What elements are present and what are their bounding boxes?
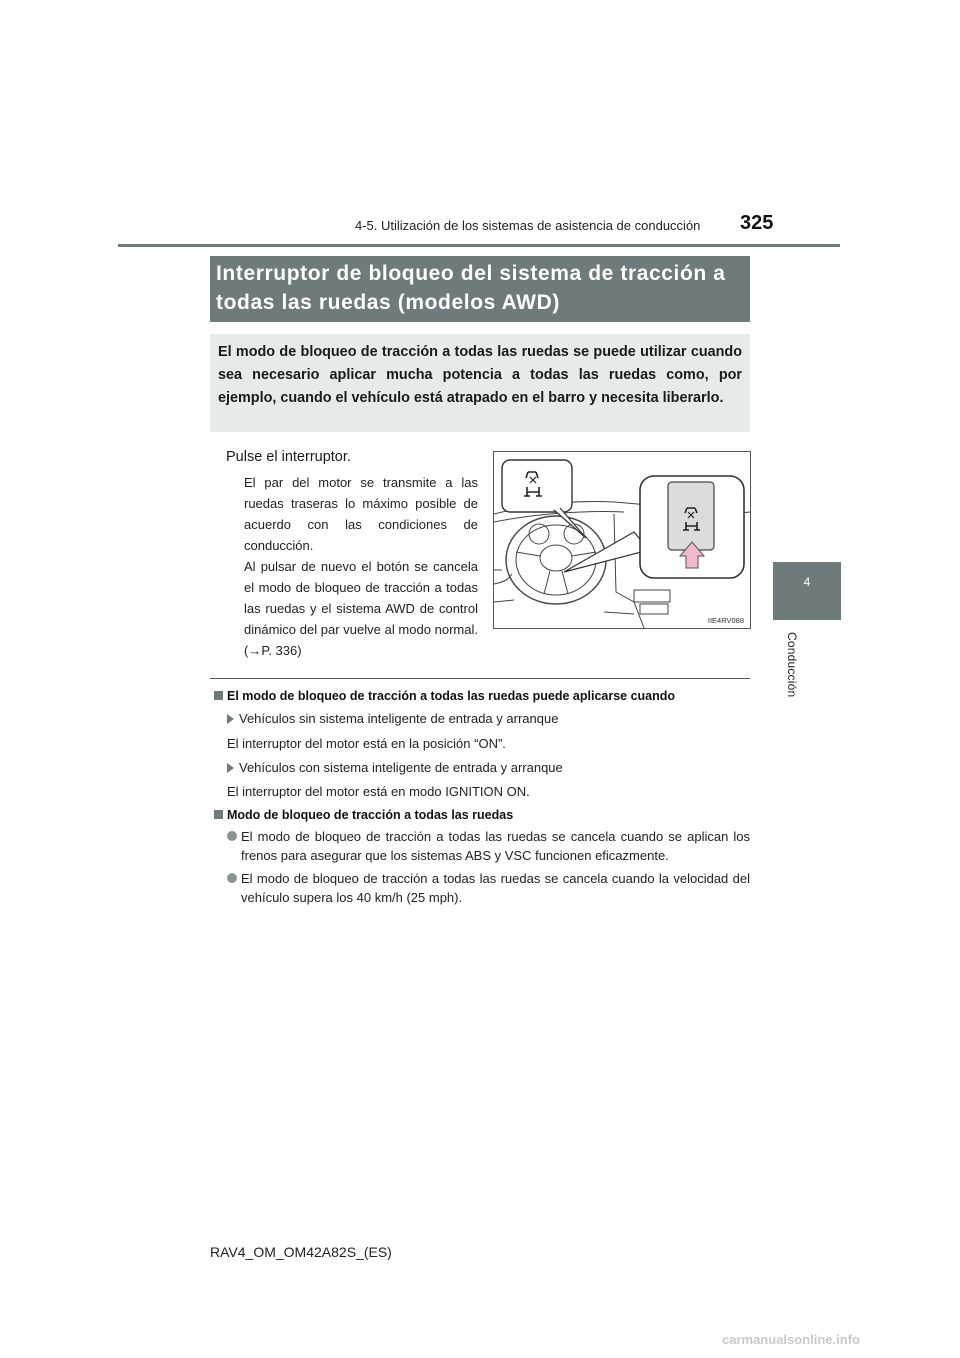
- chapter-label: Conducción: [785, 632, 799, 698]
- dashboard-drawing: [494, 452, 750, 628]
- section-title: 4-5. Utilización de los sistemas de asistencia de conducción: [355, 218, 701, 233]
- header-rule: [118, 244, 840, 247]
- chapter-number: 4: [803, 575, 811, 589]
- note-body-2: El interruptor del motor está en modo IGNITION ON.: [227, 784, 530, 799]
- circle-bullet-icon: [227, 873, 237, 883]
- note-heading-1: El modo de bloqueo de tracción a todas las ruedas puede aplicarse cuando: [214, 689, 675, 703]
- note-sub-2: Vehículos con sistema inteligente de entrada y arranque: [227, 760, 563, 775]
- note-sub-1: Vehículos sin sistema inteligente de entrada y arranque: [227, 711, 558, 726]
- page-title: Interruptor de bloqueo del sistema de tracción a todas las ruedas (modelos AWD): [216, 262, 726, 314]
- document-code: RAV4_OM_OM42A82S_(ES): [210, 1244, 392, 1260]
- note-bullet-1: El modo de bloqueo de tracción a todas las ruedas se cancela cuando se aplican los frenos para asegurar que los sistemas ABS y VSC funcionen eficazmente.: [227, 827, 750, 865]
- note-body-1: El interruptor del motor está en la posición “ON”.: [227, 736, 506, 751]
- dashboard-illustration: [493, 451, 751, 629]
- note-heading-2: Modo de bloqueo de tracción a todas las ruedas: [214, 808, 513, 822]
- triangle-bullet-icon: [227, 763, 234, 773]
- section-divider: [210, 678, 750, 679]
- intro-text: El modo de bloqueo de tracción a todas las ruedas se puede utilizar cuando sea necesario aplicar mucha potencia a todas las ruedas como, por ejemplo, cuando el vehículo está atrapado en el barro y necesita liberarlo.: [218, 344, 742, 406]
- triangle-bullet-icon: [227, 714, 234, 724]
- watermark: carmanualsonline.info: [722, 1332, 860, 1347]
- chapter-tab: [773, 562, 841, 620]
- note-bullet-2: El modo de bloqueo de tracción a todas las ruedas se cancela cuando la velocidad del vehículo supera los 40 km/h (25 mph).: [227, 869, 750, 907]
- step-paragraph-2: Al pulsar de nuevo el botón se cancela el modo de bloqueo de tracción a todas las ruedas y el sistema AWD de control dinámico del par vuelve al modo normal. (→P. 336): [244, 559, 478, 658]
- page-number: 325: [740, 212, 774, 234]
- step-paragraph-1: El par del motor se transmite a las ruedas traseras lo máximo posible de acuerdo con las condiciones de conducción.: [244, 475, 478, 553]
- figure-code: IIE4RV088: [707, 616, 744, 625]
- step-title: Pulse el interruptor.: [226, 449, 351, 465]
- circle-bullet-icon: [227, 831, 237, 841]
- square-bullet-icon: [214, 691, 223, 700]
- square-bullet-icon: [214, 810, 223, 819]
